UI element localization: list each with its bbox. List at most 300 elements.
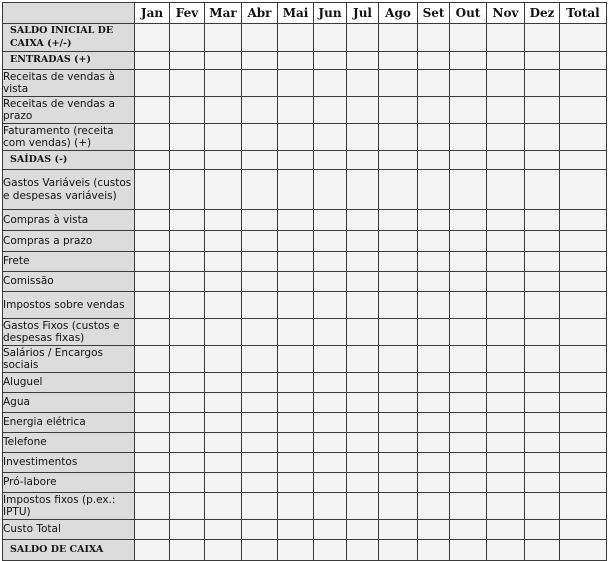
value-cell[interactable] [278,413,314,433]
value-cell[interactable] [525,292,560,319]
value-cell[interactable] [170,252,205,272]
value-cell[interactable] [135,97,170,124]
value-cell[interactable] [560,97,607,124]
value-cell[interactable] [347,170,379,210]
value-cell[interactable] [450,231,487,252]
value-cell[interactable] [347,520,379,540]
value-cell[interactable] [525,520,560,540]
value-cell[interactable] [560,210,607,231]
value-cell[interactable] [205,97,242,124]
value-cell[interactable] [135,433,170,453]
value-cell[interactable] [487,97,525,124]
value-cell[interactable] [450,473,487,493]
value-cell[interactable] [525,97,560,124]
value-cell[interactable] [278,97,314,124]
value-cell[interactable] [314,97,347,124]
value-cell[interactable] [560,231,607,252]
value-cell[interactable] [278,272,314,292]
value-cell[interactable] [418,70,450,97]
value-cell[interactable] [170,319,205,346]
value-cell[interactable] [487,540,525,561]
value-cell[interactable] [347,292,379,319]
value-cell[interactable] [347,97,379,124]
value-cell[interactable] [314,210,347,231]
value-cell[interactable] [487,393,525,413]
value-cell[interactable] [242,373,278,393]
value-cell[interactable] [525,231,560,252]
value-cell[interactable] [205,252,242,272]
value-cell[interactable] [487,24,525,52]
value-cell[interactable] [170,52,205,70]
value-cell[interactable] [135,413,170,433]
value-cell[interactable] [450,24,487,52]
value-cell[interactable] [525,493,560,520]
value-cell[interactable] [278,52,314,70]
value-cell[interactable] [450,70,487,97]
value-cell[interactable] [525,413,560,433]
value-cell[interactable] [487,151,525,170]
value-cell[interactable] [242,292,278,319]
value-cell[interactable] [205,170,242,210]
value-cell[interactable] [450,124,487,151]
value-cell[interactable] [347,319,379,346]
value-cell[interactable] [135,151,170,170]
value-cell[interactable] [450,346,487,373]
value-cell[interactable] [347,124,379,151]
value-cell[interactable] [278,210,314,231]
value-cell[interactable] [525,252,560,272]
value-cell[interactable] [314,24,347,52]
value-cell[interactable] [314,272,347,292]
value-cell[interactable] [560,124,607,151]
value-cell[interactable] [487,231,525,252]
value-cell[interactable] [278,124,314,151]
value-cell[interactable] [525,346,560,373]
value-cell[interactable] [278,393,314,413]
value-cell[interactable] [170,24,205,52]
value-cell[interactable] [450,292,487,319]
value-cell[interactable] [135,453,170,473]
value-cell[interactable] [347,24,379,52]
value-cell[interactable] [205,52,242,70]
value-cell[interactable] [135,540,170,561]
value-cell[interactable] [170,210,205,231]
value-cell[interactable] [347,373,379,393]
value-cell[interactable] [242,393,278,413]
value-cell[interactable] [242,70,278,97]
value-cell[interactable] [379,346,418,373]
value-cell[interactable] [278,493,314,520]
value-cell[interactable] [347,540,379,561]
value-cell[interactable] [450,413,487,433]
value-cell[interactable] [418,24,450,52]
value-cell[interactable] [205,393,242,413]
value-cell[interactable] [560,252,607,272]
value-cell[interactable] [379,97,418,124]
value-cell[interactable] [242,540,278,561]
value-cell[interactable] [170,473,205,493]
value-cell[interactable] [379,393,418,413]
value-cell[interactable] [205,346,242,373]
value-cell[interactable] [418,473,450,493]
value-cell[interactable] [314,70,347,97]
value-cell[interactable] [450,97,487,124]
value-cell[interactable] [205,24,242,52]
value-cell[interactable] [560,319,607,346]
value-cell[interactable] [242,231,278,252]
value-cell[interactable] [450,373,487,393]
value-cell[interactable] [487,373,525,393]
value-cell[interactable] [487,433,525,453]
value-cell[interactable] [314,346,347,373]
value-cell[interactable] [278,540,314,561]
value-cell[interactable] [135,210,170,231]
value-cell[interactable] [450,393,487,413]
value-cell[interactable] [242,52,278,70]
value-cell[interactable] [314,373,347,393]
value-cell[interactable] [525,473,560,493]
value-cell[interactable] [170,453,205,473]
value-cell[interactable] [314,393,347,413]
value-cell[interactable] [525,272,560,292]
value-cell[interactable] [560,346,607,373]
value-cell[interactable] [314,493,347,520]
value-cell[interactable] [278,231,314,252]
value-cell[interactable] [525,393,560,413]
value-cell[interactable] [379,52,418,70]
value-cell[interactable] [314,473,347,493]
value-cell[interactable] [379,453,418,473]
value-cell[interactable] [379,170,418,210]
value-cell[interactable] [242,97,278,124]
value-cell[interactable] [205,210,242,231]
value-cell[interactable] [560,170,607,210]
value-cell[interactable] [135,520,170,540]
value-cell[interactable] [278,170,314,210]
value-cell[interactable] [418,493,450,520]
value-cell[interactable] [560,453,607,473]
value-cell[interactable] [450,170,487,210]
value-cell[interactable] [560,433,607,453]
value-cell[interactable] [525,210,560,231]
value-cell[interactable] [242,124,278,151]
value-cell[interactable] [450,151,487,170]
value-cell[interactable] [418,346,450,373]
value-cell[interactable] [560,373,607,393]
value-cell[interactable] [314,292,347,319]
value-cell[interactable] [450,210,487,231]
value-cell[interactable] [314,170,347,210]
value-cell[interactable] [205,413,242,433]
value-cell[interactable] [560,70,607,97]
value-cell[interactable] [170,413,205,433]
value-cell[interactable] [170,520,205,540]
value-cell[interactable] [135,52,170,70]
value-cell[interactable] [278,292,314,319]
value-cell[interactable] [242,272,278,292]
value-cell[interactable] [205,70,242,97]
value-cell[interactable] [314,124,347,151]
value-cell[interactable] [278,373,314,393]
value-cell[interactable] [379,252,418,272]
value-cell[interactable] [379,151,418,170]
value-cell[interactable] [487,493,525,520]
value-cell[interactable] [379,70,418,97]
value-cell[interactable] [560,393,607,413]
value-cell[interactable] [205,520,242,540]
value-cell[interactable] [135,231,170,252]
value-cell[interactable] [135,272,170,292]
value-cell[interactable] [379,473,418,493]
value-cell[interactable] [347,453,379,473]
value-cell[interactable] [450,252,487,272]
value-cell[interactable] [418,170,450,210]
value-cell[interactable] [347,252,379,272]
value-cell[interactable] [487,124,525,151]
value-cell[interactable] [205,292,242,319]
value-cell[interactable] [347,393,379,413]
value-cell[interactable] [450,272,487,292]
value-cell[interactable] [560,413,607,433]
value-cell[interactable] [487,210,525,231]
value-cell[interactable] [379,319,418,346]
value-cell[interactable] [205,540,242,561]
value-cell[interactable] [135,292,170,319]
value-cell[interactable] [278,433,314,453]
value-cell[interactable] [379,292,418,319]
value-cell[interactable] [525,453,560,473]
value-cell[interactable] [347,151,379,170]
value-cell[interactable] [135,24,170,52]
value-cell[interactable] [487,346,525,373]
value-cell[interactable] [418,272,450,292]
value-cell[interactable] [418,252,450,272]
value-cell[interactable] [347,413,379,433]
value-cell[interactable] [347,493,379,520]
value-cell[interactable] [525,24,560,52]
value-cell[interactable] [525,319,560,346]
value-cell[interactable] [379,493,418,520]
value-cell[interactable] [487,170,525,210]
value-cell[interactable] [278,252,314,272]
value-cell[interactable] [205,151,242,170]
value-cell[interactable] [205,433,242,453]
value-cell[interactable] [487,520,525,540]
value-cell[interactable] [242,433,278,453]
value-cell[interactable] [170,151,205,170]
value-cell[interactable] [379,520,418,540]
value-cell[interactable] [379,231,418,252]
value-cell[interactable] [379,24,418,52]
value-cell[interactable] [450,433,487,453]
value-cell[interactable] [242,151,278,170]
value-cell[interactable] [242,252,278,272]
value-cell[interactable] [314,231,347,252]
value-cell[interactable] [418,540,450,561]
value-cell[interactable] [347,433,379,453]
value-cell[interactable] [242,319,278,346]
value-cell[interactable] [205,453,242,473]
value-cell[interactable] [242,210,278,231]
value-cell[interactable] [525,170,560,210]
value-cell[interactable] [278,319,314,346]
value-cell[interactable] [525,151,560,170]
value-cell[interactable] [170,373,205,393]
value-cell[interactable] [450,52,487,70]
value-cell[interactable] [170,393,205,413]
value-cell[interactable] [205,124,242,151]
value-cell[interactable] [379,373,418,393]
value-cell[interactable] [314,151,347,170]
value-cell[interactable] [525,433,560,453]
value-cell[interactable] [135,346,170,373]
value-cell[interactable] [347,52,379,70]
value-cell[interactable] [379,272,418,292]
value-cell[interactable] [487,453,525,473]
value-cell[interactable] [560,493,607,520]
value-cell[interactable] [525,540,560,561]
value-cell[interactable] [379,210,418,231]
value-cell[interactable] [418,520,450,540]
value-cell[interactable] [205,373,242,393]
value-cell[interactable] [450,520,487,540]
month-header: Nov [487,3,525,24]
value-cell[interactable] [205,493,242,520]
value-cell[interactable] [379,540,418,561]
value-cell[interactable] [135,393,170,413]
value-cell[interactable] [379,124,418,151]
value-cell[interactable] [242,453,278,473]
value-cell[interactable] [205,473,242,493]
value-cell[interactable] [314,52,347,70]
value-cell[interactable] [314,433,347,453]
value-cell[interactable] [487,413,525,433]
value-cell[interactable] [418,413,450,433]
value-cell[interactable] [418,52,450,70]
value-cell[interactable] [170,124,205,151]
value-cell[interactable] [135,493,170,520]
value-cell[interactable] [450,453,487,473]
value-cell[interactable] [560,540,607,561]
value-cell[interactable] [135,124,170,151]
value-cell[interactable] [314,540,347,561]
value-cell[interactable] [135,473,170,493]
value-cell[interactable] [560,520,607,540]
value-cell[interactable] [278,520,314,540]
value-cell[interactable] [278,346,314,373]
value-cell[interactable] [525,124,560,151]
value-cell[interactable] [418,124,450,151]
value-cell[interactable] [170,170,205,210]
value-cell[interactable] [487,52,525,70]
value-cell[interactable] [242,413,278,433]
value-cell[interactable] [418,433,450,453]
value-cell[interactable] [314,453,347,473]
value-cell[interactable] [135,70,170,97]
value-cell[interactable] [418,210,450,231]
value-cell[interactable] [418,393,450,413]
value-cell[interactable] [347,210,379,231]
value-cell[interactable] [560,151,607,170]
value-cell[interactable] [314,520,347,540]
value-cell[interactable] [560,473,607,493]
value-cell[interactable] [450,540,487,561]
value-cell[interactable] [170,493,205,520]
value-cell[interactable] [135,373,170,393]
value-cell[interactable] [347,231,379,252]
value-cell[interactable] [450,319,487,346]
value-cell[interactable] [135,319,170,346]
value-cell[interactable] [314,252,347,272]
value-cell[interactable] [418,319,450,346]
value-cell[interactable] [205,319,242,346]
value-cell[interactable] [242,493,278,520]
value-cell[interactable] [418,373,450,393]
value-cell[interactable] [242,346,278,373]
value-cell[interactable] [170,292,205,319]
value-cell[interactable] [170,97,205,124]
value-cell[interactable] [314,413,347,433]
value-cell[interactable] [525,70,560,97]
value-cell[interactable] [418,453,450,473]
value-cell[interactable] [525,52,560,70]
value-cell[interactable] [379,413,418,433]
value-cell[interactable] [278,24,314,52]
value-cell[interactable] [135,170,170,210]
value-cell[interactable] [560,272,607,292]
value-cell[interactable] [418,292,450,319]
value-cell[interactable] [278,151,314,170]
value-cell[interactable] [487,473,525,493]
value-cell[interactable] [487,252,525,272]
value-cell[interactable] [418,151,450,170]
value-cell[interactable] [560,292,607,319]
value-cell[interactable] [450,493,487,520]
value-cell[interactable] [487,272,525,292]
value-cell[interactable] [170,231,205,252]
value-cell[interactable] [278,70,314,97]
value-cell[interactable] [418,97,450,124]
value-cell[interactable] [487,70,525,97]
value-cell[interactable] [170,433,205,453]
value-cell[interactable] [560,52,607,70]
value-cell[interactable] [170,540,205,561]
value-cell[interactable] [347,70,379,97]
value-cell[interactable] [278,473,314,493]
value-cell[interactable] [135,252,170,272]
value-cell[interactable] [170,346,205,373]
value-cell[interactable] [242,473,278,493]
value-cell[interactable] [487,292,525,319]
value-cell[interactable] [242,24,278,52]
value-cell[interactable] [379,433,418,453]
value-cell[interactable] [525,373,560,393]
value-cell[interactable] [347,272,379,292]
value-cell[interactable] [560,24,607,52]
value-cell[interactable] [242,170,278,210]
value-cell[interactable] [170,70,205,97]
value-cell[interactable] [347,473,379,493]
value-cell[interactable] [278,453,314,473]
value-cell[interactable] [205,231,242,252]
value-cell[interactable] [418,231,450,252]
value-cell[interactable] [170,272,205,292]
value-cell[interactable] [242,520,278,540]
value-cell[interactable] [314,319,347,346]
value-cell[interactable] [487,319,525,346]
value-cell[interactable] [205,272,242,292]
value-cell[interactable] [347,346,379,373]
